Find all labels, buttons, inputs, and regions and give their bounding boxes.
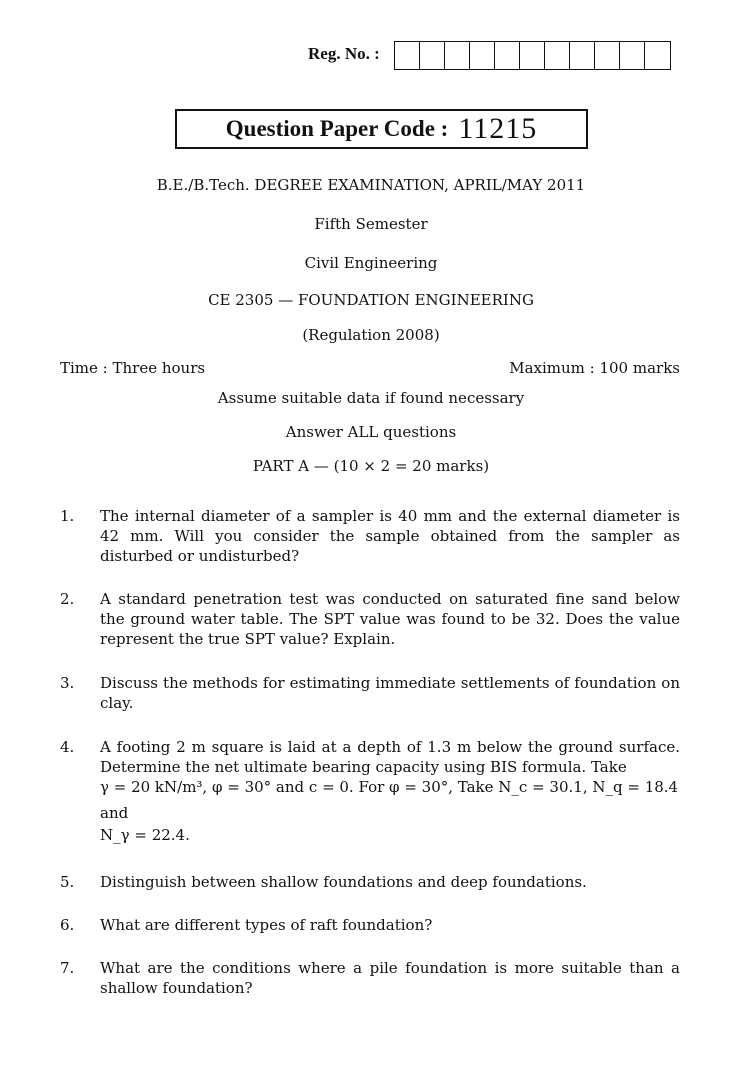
regulation: (Regulation 2008) [302, 326, 440, 344]
maximum-marks: Maximum : 100 marks [509, 359, 680, 377]
question-5 [60, 872, 680, 892]
course-title: CE 2305 — FOUNDATION ENGINEERING [208, 291, 534, 309]
question-formula-line-2: N_γ = 22.4. [100, 826, 190, 844]
department: Civil Engineering [304, 254, 438, 272]
question-7 [60, 958, 680, 998]
reg-digit-box [445, 42, 470, 69]
reg-digit-box [545, 42, 570, 69]
reg-digit-box [420, 42, 445, 69]
reg-digit-box [595, 42, 620, 69]
question-number: 2. [60, 590, 75, 608]
question-text: Discuss the methods for estimating immediate settlements of foundation on clay. [100, 674, 680, 712]
reg-digit-box [570, 42, 595, 69]
reg-digit-box [495, 42, 520, 69]
question-number: 4. [60, 738, 75, 756]
exam-title: B.E./B.Tech. DEGREE EXAMINATION, APRIL/MAY 2011 [156, 176, 586, 194]
question-text: What are the conditions where a pile foundation is more suitable than a shallow foundation? [100, 959, 680, 997]
question-number: 3. [60, 674, 75, 692]
question-number: 7. [60, 959, 75, 977]
question-text: What are different types of raft foundation? [100, 916, 433, 934]
question-number: 5. [60, 873, 75, 891]
question-number: 1. [60, 507, 75, 525]
question-6 [60, 915, 680, 935]
semester: Fifth Semester [314, 215, 428, 233]
question-and-line: and [100, 804, 129, 822]
question-text: A footing 2 m square is laid at a depth of 1.3 m below the ground surface. Determine the net ultimate bearing capacity using BIS formula. Take [100, 738, 680, 776]
reg-digit-box [520, 42, 545, 69]
question-text: Distinguish between shallow foundations and deep foundations. [100, 873, 587, 891]
question-text: A standard penetration test was conducted on saturated fine sand below the ground water table. The SPT value was found to be 32. Does the value represent the true SPT value? Explain. [100, 590, 680, 648]
question-4 [60, 737, 680, 845]
instruction: Answer ALL questions [285, 423, 457, 441]
reg-no-boxes [394, 41, 671, 70]
reg-digit-box [620, 42, 645, 69]
question-3 [60, 673, 680, 713]
part-heading: PART A — (10 × 2 = 20 marks) [252, 457, 490, 475]
question-paper-code-box [175, 109, 588, 149]
code-value: 11215 [458, 112, 538, 145]
reg-no-label: Reg. No. : [308, 44, 380, 63]
time-allowed: Time : Three hours [60, 359, 206, 377]
question-2 [60, 589, 680, 649]
note: Assume suitable data if found necessary [217, 389, 525, 407]
code-label: Question Paper Code : [225, 116, 449, 141]
question-text: The internal diameter of a sampler is 40 mm and the external diameter is 42 mm. Will you consider the sample obtained from the sampler as disturbed or undisturbed? [100, 507, 680, 565]
question-1 [60, 506, 680, 566]
reg-digit-box [395, 42, 420, 69]
question-formula-line: γ = 20 kN/m³, φ = 30° and c = 0. For φ = 30°, Take N_c = 30.1, N_q = 18.4 [100, 778, 679, 796]
time-marks-row [60, 359, 680, 377]
question-number: 6. [60, 916, 75, 934]
reg-digit-box [645, 42, 670, 69]
reg-digit-box [470, 42, 495, 69]
